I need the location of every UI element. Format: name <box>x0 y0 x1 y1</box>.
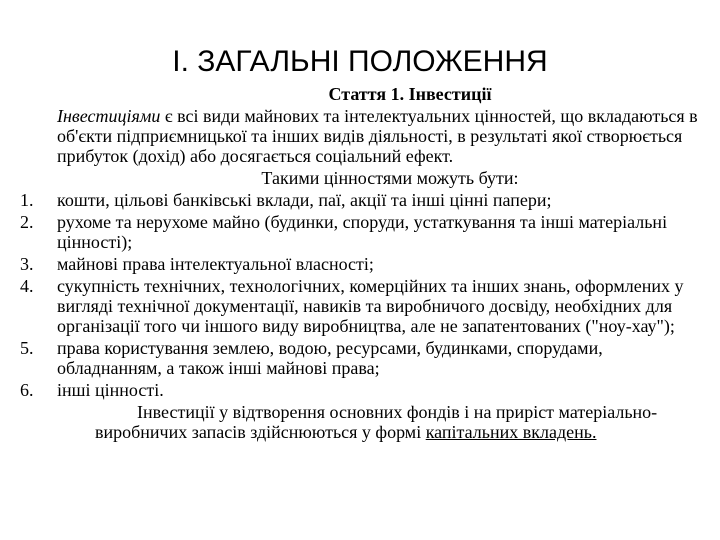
list-item-number: 4. <box>20 276 34 296</box>
capital-investments-term: капітальних вкладень. <box>425 422 597 442</box>
values-list <box>20 190 700 400</box>
list-item-number: 6. <box>20 380 34 400</box>
definition-paragraph <box>20 106 700 166</box>
slide-body <box>20 84 700 442</box>
closing-text: Інвестиції у відтворення основних фондів і на приріст матеріально-виробничих запасів здійснюються у формі <box>95 402 658 442</box>
list-item <box>20 380 700 400</box>
list-item <box>20 254 700 274</box>
list-item-number: 5. <box>20 338 34 358</box>
list-item <box>20 276 700 336</box>
list-item-text: сукупність технічних, технологічних, комерційних та інших знань, оформлених у вигляді технічної документації, навиків та виробничого досвіду, необхідних для організації того чи іншого виду виробництва, але не запатентованих ("ноу-хау"); <box>57 276 684 336</box>
list-item-text: рухоме та нерухоме майно (будинки, споруди, устаткування та інші матеріальні цінності); <box>57 212 668 252</box>
list-item <box>20 212 700 252</box>
list-item <box>20 338 700 378</box>
list-item-number: 3. <box>20 254 34 274</box>
list-item-number: 1. <box>20 190 34 210</box>
list-item-text: інші цінності. <box>57 380 164 400</box>
list-item-text: кошти, цільові банківські вклади, паї, акції та інші цінні папери; <box>57 190 552 210</box>
list-item <box>20 190 700 210</box>
article-heading: Стаття 1. Інвестиції <box>328 84 492 104</box>
list-item-text: майнові права інтелектуальної власності; <box>57 254 374 274</box>
definition-text: є всі види майнових та інтелектуальних цінностей, що вкладаються в об'єкти підприємницької та інших видів діяльності, в результаті якої створюється прибуток (дохід) або досягається соціальний ефект. <box>57 106 698 166</box>
closing-paragraph <box>20 402 700 442</box>
definition-term: Інвестиціями <box>57 106 161 126</box>
list-intro: Такими цінностями можуть бути: <box>261 168 519 188</box>
list-item-text: права користування землею, водою, ресурсами, будинками, спорудами, обладнанням, а також інші майнові права; <box>57 338 603 378</box>
list-item-number: 2. <box>20 212 34 232</box>
page-title: І. ЗАГАЛЬНІ ПОЛОЖЕННЯ <box>172 45 548 79</box>
